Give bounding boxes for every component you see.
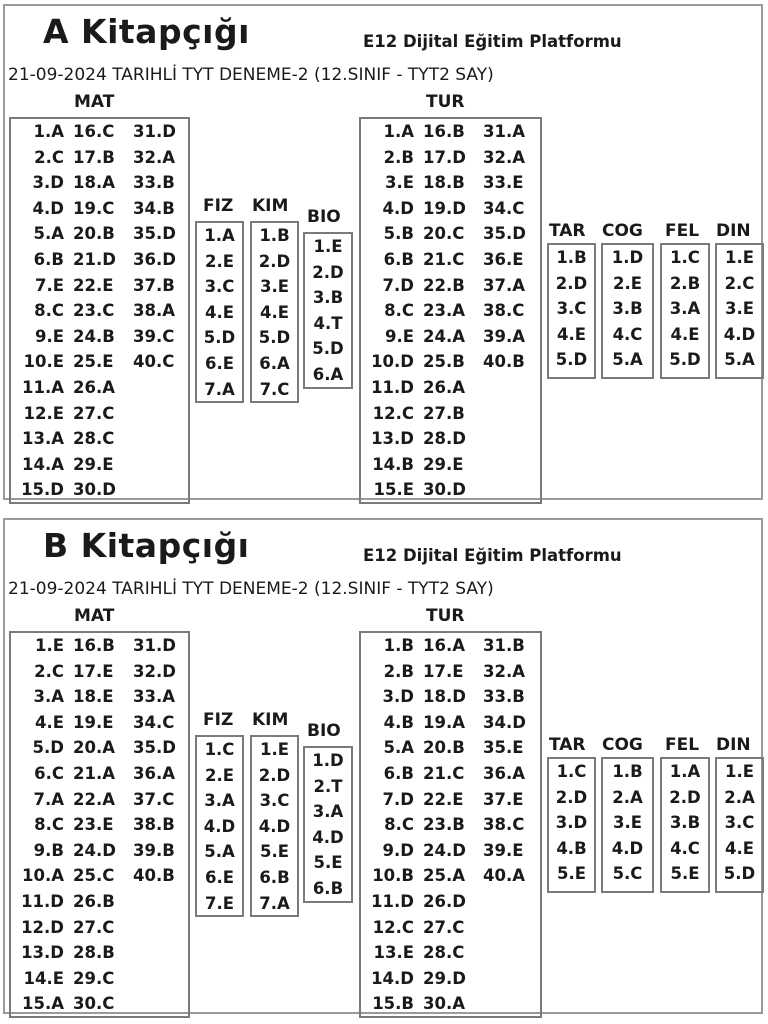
section-label-tur: TUR [426,92,465,112]
answer-cell: 37.E [483,789,524,809]
answer-cell: 5.A [204,842,235,862]
answer-cell: 32.A [483,661,525,681]
section-label-fiz: FIZ [203,710,234,730]
answer-cell: 7.D [382,275,414,295]
answer-cell: 24.A [423,326,465,346]
answer-cell: 2.C [34,661,64,681]
answer-cell: 21.C [423,763,465,783]
answer-cell: 19.D [423,198,466,218]
answer-cell: 34.B [133,198,175,218]
section-label-din: DIN [716,221,751,241]
mat-column-1 [9,633,64,1017]
answer-cell: 30.C [73,994,115,1014]
answer-cell: 38.C [483,301,525,321]
answer-cell: 20.C [423,224,465,244]
answer-cell: 1.E [724,762,755,781]
answer-cell: 30.A [423,994,465,1014]
mat-column-2 [73,119,116,503]
answer-cell: 3.C [724,813,755,833]
answer-cell: 2.C [34,147,64,167]
platform-name: E12 Dijital Eğitim Platformu [363,32,622,51]
answer-cell: 34.C [483,198,525,218]
answer-cell: 3.B [612,299,643,319]
answer-cell: 5.D [312,339,344,359]
answer-cell: 3.D [555,813,588,833]
answer-cell: 38.B [133,815,175,835]
answer-cell: 2.A [612,787,643,807]
tar-column [547,759,596,887]
answer-cell: 40.B [483,352,525,372]
answer-cell: 4.B [383,712,414,732]
section-label-cog: COG [602,221,643,241]
bio-column [303,748,353,902]
answer-cell: 3.C [204,277,235,297]
din-column [715,245,764,373]
answer-cell: 4.T [313,313,343,333]
answer-cell: 1.C [204,740,235,759]
answer-cell: 14.B [372,454,414,474]
answer-cell: 2.D [258,251,291,271]
answer-cell: 38.A [133,301,175,321]
answer-cell: 5.D [32,738,64,758]
answer-cell: 7.A [204,379,235,399]
answer-cell: 16.B [423,122,465,141]
answer-cell: 15.B [372,994,414,1014]
answer-cell: 4.D [723,324,756,344]
answer-cell: 3.A [204,791,235,811]
section-label-kim: KIM [252,196,289,216]
section-label-mat: MAT [74,606,115,626]
answer-cell: 2.B [383,661,414,681]
answer-cell: 6.C [34,763,64,783]
answer-cell: 23.A [423,301,465,321]
fel-column [660,245,710,373]
answer-cell: 30.D [423,480,466,500]
answer-cell: 36.D [133,249,176,269]
answer-cell: 36.A [483,763,525,783]
kim-column [250,737,299,916]
tur-column-3 [483,633,526,889]
answer-cell: 3.E [612,813,643,833]
answer-cell: 1.C [670,248,700,267]
answer-cell: 25.C [73,866,115,886]
answer-cell: 1.E [724,248,755,267]
answer-cell: 18.E [73,687,114,707]
answer-cell: 23.E [73,815,114,835]
answer-cell: 2.B [383,147,414,167]
answer-cell: 1.D [312,751,344,770]
answer-cell: 1.E [313,237,343,256]
answer-cell: 20.A [73,738,115,758]
answer-cell: 2.C [724,273,755,293]
booklet-b [3,518,763,1014]
answer-cell: 25.A [423,866,465,886]
answer-cell: 6.B [259,867,290,887]
answer-cell: 5.E [556,864,587,884]
answer-cell: 5.B [383,224,414,244]
answer-cell: 3.A [312,802,344,822]
answer-cell: 29.D [423,968,466,988]
answer-cell: 16.C [73,122,115,141]
answer-cell: 20.B [423,738,465,758]
answer-cell: 25.E [73,352,114,372]
answer-cell: 16.B [73,636,115,655]
answer-cell: 22.E [423,789,464,809]
answer-cell: 34.D [483,712,526,732]
answer-cell: 36.E [483,249,524,269]
answer-cell: 37.B [133,275,175,295]
answer-cell: 2.A [724,787,755,807]
answer-cell: 40.B [133,866,175,886]
answer-cell: 4.E [259,302,290,322]
answer-cell: 35.D [483,224,526,244]
answer-cell: 5.D [555,350,588,370]
answer-cell: 5.D [669,350,701,370]
answer-cell: 24.D [73,840,116,860]
answer-cell: 22.A [73,789,115,809]
answer-cell: 27.B [423,403,465,423]
answer-cell: 2.D [555,273,588,293]
answer-cell: 40.C [133,352,175,372]
answer-cell: 23.B [423,815,465,835]
answer-cell: 12.C [372,403,414,423]
answer-cell: 26.A [423,377,465,397]
answer-cell: 18.D [423,687,466,707]
answer-cell: 38.C [483,815,525,835]
section-label-din: DIN [716,735,751,755]
mat-column-2 [73,633,116,1017]
fel-column [660,759,710,887]
answer-cell: 39.A [483,326,525,346]
answer-cell: 1.E [259,740,290,759]
answer-cell: 12.C [372,917,414,937]
answer-cell: 9.B [33,840,64,860]
answer-cell: 4.E [724,838,755,858]
tur-column-2 [423,633,466,1017]
answer-cell: 32.A [483,147,525,167]
answer-cell: 5.E [259,842,290,862]
answer-cell: 15.E [373,480,414,500]
answer-cell: 7.E [34,275,64,295]
answer-cell: 1.A [383,122,414,141]
answer-cell: 3.E [724,299,755,319]
answer-cell: 4.B [556,838,587,858]
answer-cell: 7.D [382,789,414,809]
answer-cell: 6.A [312,364,344,384]
kim-column [250,223,299,402]
answer-cell: 1.D [611,248,644,267]
answer-cell: 5.D [203,328,236,348]
answer-cell: 4.E [204,302,235,322]
answer-cell: 3.A [33,687,64,707]
answer-cell: 3.D [32,173,64,193]
answer-cell: 4.C [670,838,700,858]
answer-cell: 39.B [133,840,175,860]
answer-cell: 25.B [423,352,465,372]
answer-cell: 1.B [556,248,587,267]
answer-cell: 27.C [73,917,115,937]
answer-cell: 2.E [204,765,235,785]
section-label-fiz: FIZ [203,196,234,216]
answer-cell: 20.B [73,224,115,244]
answer-cell: 17.E [423,661,464,681]
section-label-kim: KIM [252,710,289,730]
exam-subtitle: 21-09-2024 TARIHLİ TYT DENEME-2 (12.SINIF - TYT2 SAY) [8,579,494,599]
answer-cell: 36.A [133,763,175,783]
answer-cell: 7.C [259,379,290,399]
answer-cell: 5.D [258,328,291,348]
answer-cell: 3.D [382,687,414,707]
answer-cell: 5.E [313,853,343,873]
answer-cell: 5.A [383,738,414,758]
answer-cell: 14.A [22,454,64,474]
answer-cell: 10.E [23,352,64,372]
answer-cell: 2.D [555,787,588,807]
answer-cell: 29.E [423,454,464,474]
answer-cell: 4.D [312,827,344,847]
answer-cell: 6.A [259,353,290,373]
answer-cell: 15.A [22,994,64,1014]
answer-cell: 29.C [73,968,115,988]
answer-cell: 4.D [258,816,291,836]
answer-cell: 39.E [483,840,524,860]
answer-cell: 8.C [384,301,414,321]
answer-cell: 2.E [204,251,235,271]
section-label-tar: TAR [549,735,586,755]
answer-cell: 31.B [483,636,525,655]
answer-cell: 31.A [483,122,525,141]
answer-cell: 19.A [423,712,465,732]
answer-cell: 13.D [21,943,64,963]
cog-column [601,759,654,887]
tur-column-1 [359,633,414,1017]
answer-cell: 2.B [669,273,701,293]
answer-cell: 6.E [204,867,235,887]
answer-cell: 33.B [133,173,175,193]
mat-column-3 [133,633,176,889]
answer-cell: 7.A [33,789,64,809]
answer-cell: 22.B [423,275,465,295]
booklet-title: B Kitapçığı [43,526,250,565]
answer-cell: 28.D [423,429,466,449]
answer-cell: 4.D [203,816,236,836]
answer-cell: 28.B [73,943,115,963]
fiz-column [195,737,244,916]
answer-cell: 26.D [423,891,466,911]
mat-column-3 [133,119,176,375]
answer-cell: 13.D [371,429,414,449]
answer-cell: 33.A [133,687,175,707]
answer-cell: 5.E [670,864,700,884]
answer-cell: 24.B [73,326,115,346]
section-label-bio: BIO [307,721,341,741]
answer-cell: 37.A [483,275,525,295]
answer-cell: 14.D [371,968,414,988]
answer-cell: 6.E [204,353,235,373]
answer-cell: 31.D [133,122,176,141]
fiz-column [195,223,244,402]
answer-cell: 6.B [312,878,344,898]
answer-cell: 21.D [73,249,116,269]
answer-cell: 13.A [22,429,64,449]
platform-name: E12 Dijital Eğitim Platformu [363,546,622,565]
answer-cell: 7.A [259,893,290,913]
answer-cell: 3.E [384,173,414,193]
answer-cell: 28.C [73,429,115,449]
answer-cell: 1.B [612,762,643,781]
tur-column-3 [483,119,526,375]
tur-column-1 [359,119,414,503]
answer-cell: 27.C [73,403,115,423]
answer-cell: 5.C [612,864,643,884]
booklet-a [3,4,763,500]
answer-cell: 21.A [73,763,115,783]
answer-cell: 2.E [612,273,643,293]
answer-cell: 34.C [133,712,175,732]
answer-cell: 26.A [73,377,115,397]
answer-cell: 17.E [73,661,114,681]
section-label-mat: MAT [74,92,115,112]
answer-cell: 6.B [383,763,414,783]
section-label-fel: FEL [665,221,700,241]
answer-cell: 2.D [258,765,291,785]
tur-column-2 [423,119,466,503]
answer-cell: 2.D [312,262,344,282]
answer-cell: 18.A [73,173,115,193]
answer-cell: 8.C [34,301,64,321]
answer-cell: 27.C [423,917,465,937]
answer-cell: 5.A [612,350,643,370]
section-label-cog: COG [602,735,643,755]
answer-cell: 33.B [483,687,525,707]
tar-column [547,245,596,373]
answer-cell: 3.A [669,299,701,319]
answer-cell: 32.A [133,147,175,167]
answer-cell: 4.D [611,838,644,858]
answer-cell: 3.B [312,288,344,308]
answer-cell: 3.B [669,813,701,833]
answer-cell: 16.A [423,636,465,655]
answer-cell: 4.E [556,324,587,344]
answer-cell: 17.B [73,147,115,167]
answer-cell: 30.D [73,480,116,500]
answer-cell: 33.E [483,173,524,193]
answer-cell: 11.D [371,891,414,911]
din-column [715,759,764,887]
answer-cell: 7.E [204,893,235,913]
answer-cell: 4.D [32,198,64,218]
answer-cell: 24.D [423,840,466,860]
answer-cell: 11.D [21,891,64,911]
answer-cell: 31.D [133,636,176,655]
answer-cell: 8.C [34,815,64,835]
answer-cell: 18.B [423,173,465,193]
answer-cell: 15.D [21,480,64,500]
answer-cell: 22.E [73,275,114,295]
section-label-tar: TAR [549,221,586,241]
answer-cell: 6.B [33,249,64,269]
answer-cell: 3.E [259,277,290,297]
answer-cell: 5.A [724,350,755,370]
answer-cell: 21.C [423,249,465,269]
answer-cell: 3.C [259,791,290,811]
answer-cell: 19.C [73,198,115,218]
answer-cell: 1.C [556,762,587,781]
answer-cell: 1.B [383,636,414,655]
answer-cell: 32.D [133,661,176,681]
answer-cell: 37.C [133,789,175,809]
answer-cell: 11.D [371,377,414,397]
answer-cell: 35.D [133,738,176,758]
answer-cell: 19.E [73,712,114,732]
answer-cell: 29.E [73,454,114,474]
answer-cell: 39.C [133,326,175,346]
answer-cell: 4.D [382,198,414,218]
answer-cell: 5.A [33,224,64,244]
answer-cell: 10.D [371,352,414,372]
answer-cell: 13.E [373,943,414,963]
mat-column-1 [9,119,64,503]
answer-cell: 9.E [34,326,64,346]
answer-cell: 35.D [133,224,176,244]
answer-cell: 40.A [483,866,525,886]
answer-cell: 2.T [313,776,343,796]
answer-cell: 2.D [669,787,701,807]
answer-cell: 12.D [21,917,64,937]
answer-cell: 17.D [423,147,466,167]
answer-cell: 35.E [483,738,524,758]
booklet-title: A Kitapçığı [43,12,250,51]
answer-cell: 8.C [384,815,414,835]
answer-cell: 5.D [723,864,756,884]
exam-subtitle: 21-09-2024 TARIHLİ TYT DENEME-2 (12.SINIF - TYT2 SAY) [8,65,494,85]
answer-cell: 10.A [22,866,64,886]
answer-cell: 4.E [34,712,64,732]
answer-cell: 1.A [204,226,235,245]
answer-cell: 11.A [22,377,64,397]
answer-cell: 4.E [670,324,700,344]
bio-column [303,234,353,388]
answer-cell: 1.B [259,226,290,245]
answer-cell: 26.B [73,891,115,911]
answer-cell: 3.C [556,299,587,319]
answer-cell: 9.D [382,840,414,860]
answer-cell: 23.C [73,301,115,321]
section-label-fel: FEL [665,735,700,755]
answer-cell: 4.C [612,324,643,344]
section-label-bio: BIO [307,207,341,227]
answer-cell: 9.E [384,326,414,346]
answer-cell: 6.B [383,249,414,269]
answer-cell: 1.E [34,636,64,655]
answer-cell: 12.E [23,403,64,423]
answer-cell: 10.B [372,866,414,886]
answer-cell: 1.A [33,122,64,141]
cog-column [601,245,654,373]
answer-cell: 28.C [423,943,465,963]
section-label-tur: TUR [426,606,465,626]
answer-cell: 14.E [23,968,64,988]
answer-cell: 1.A [669,762,701,781]
